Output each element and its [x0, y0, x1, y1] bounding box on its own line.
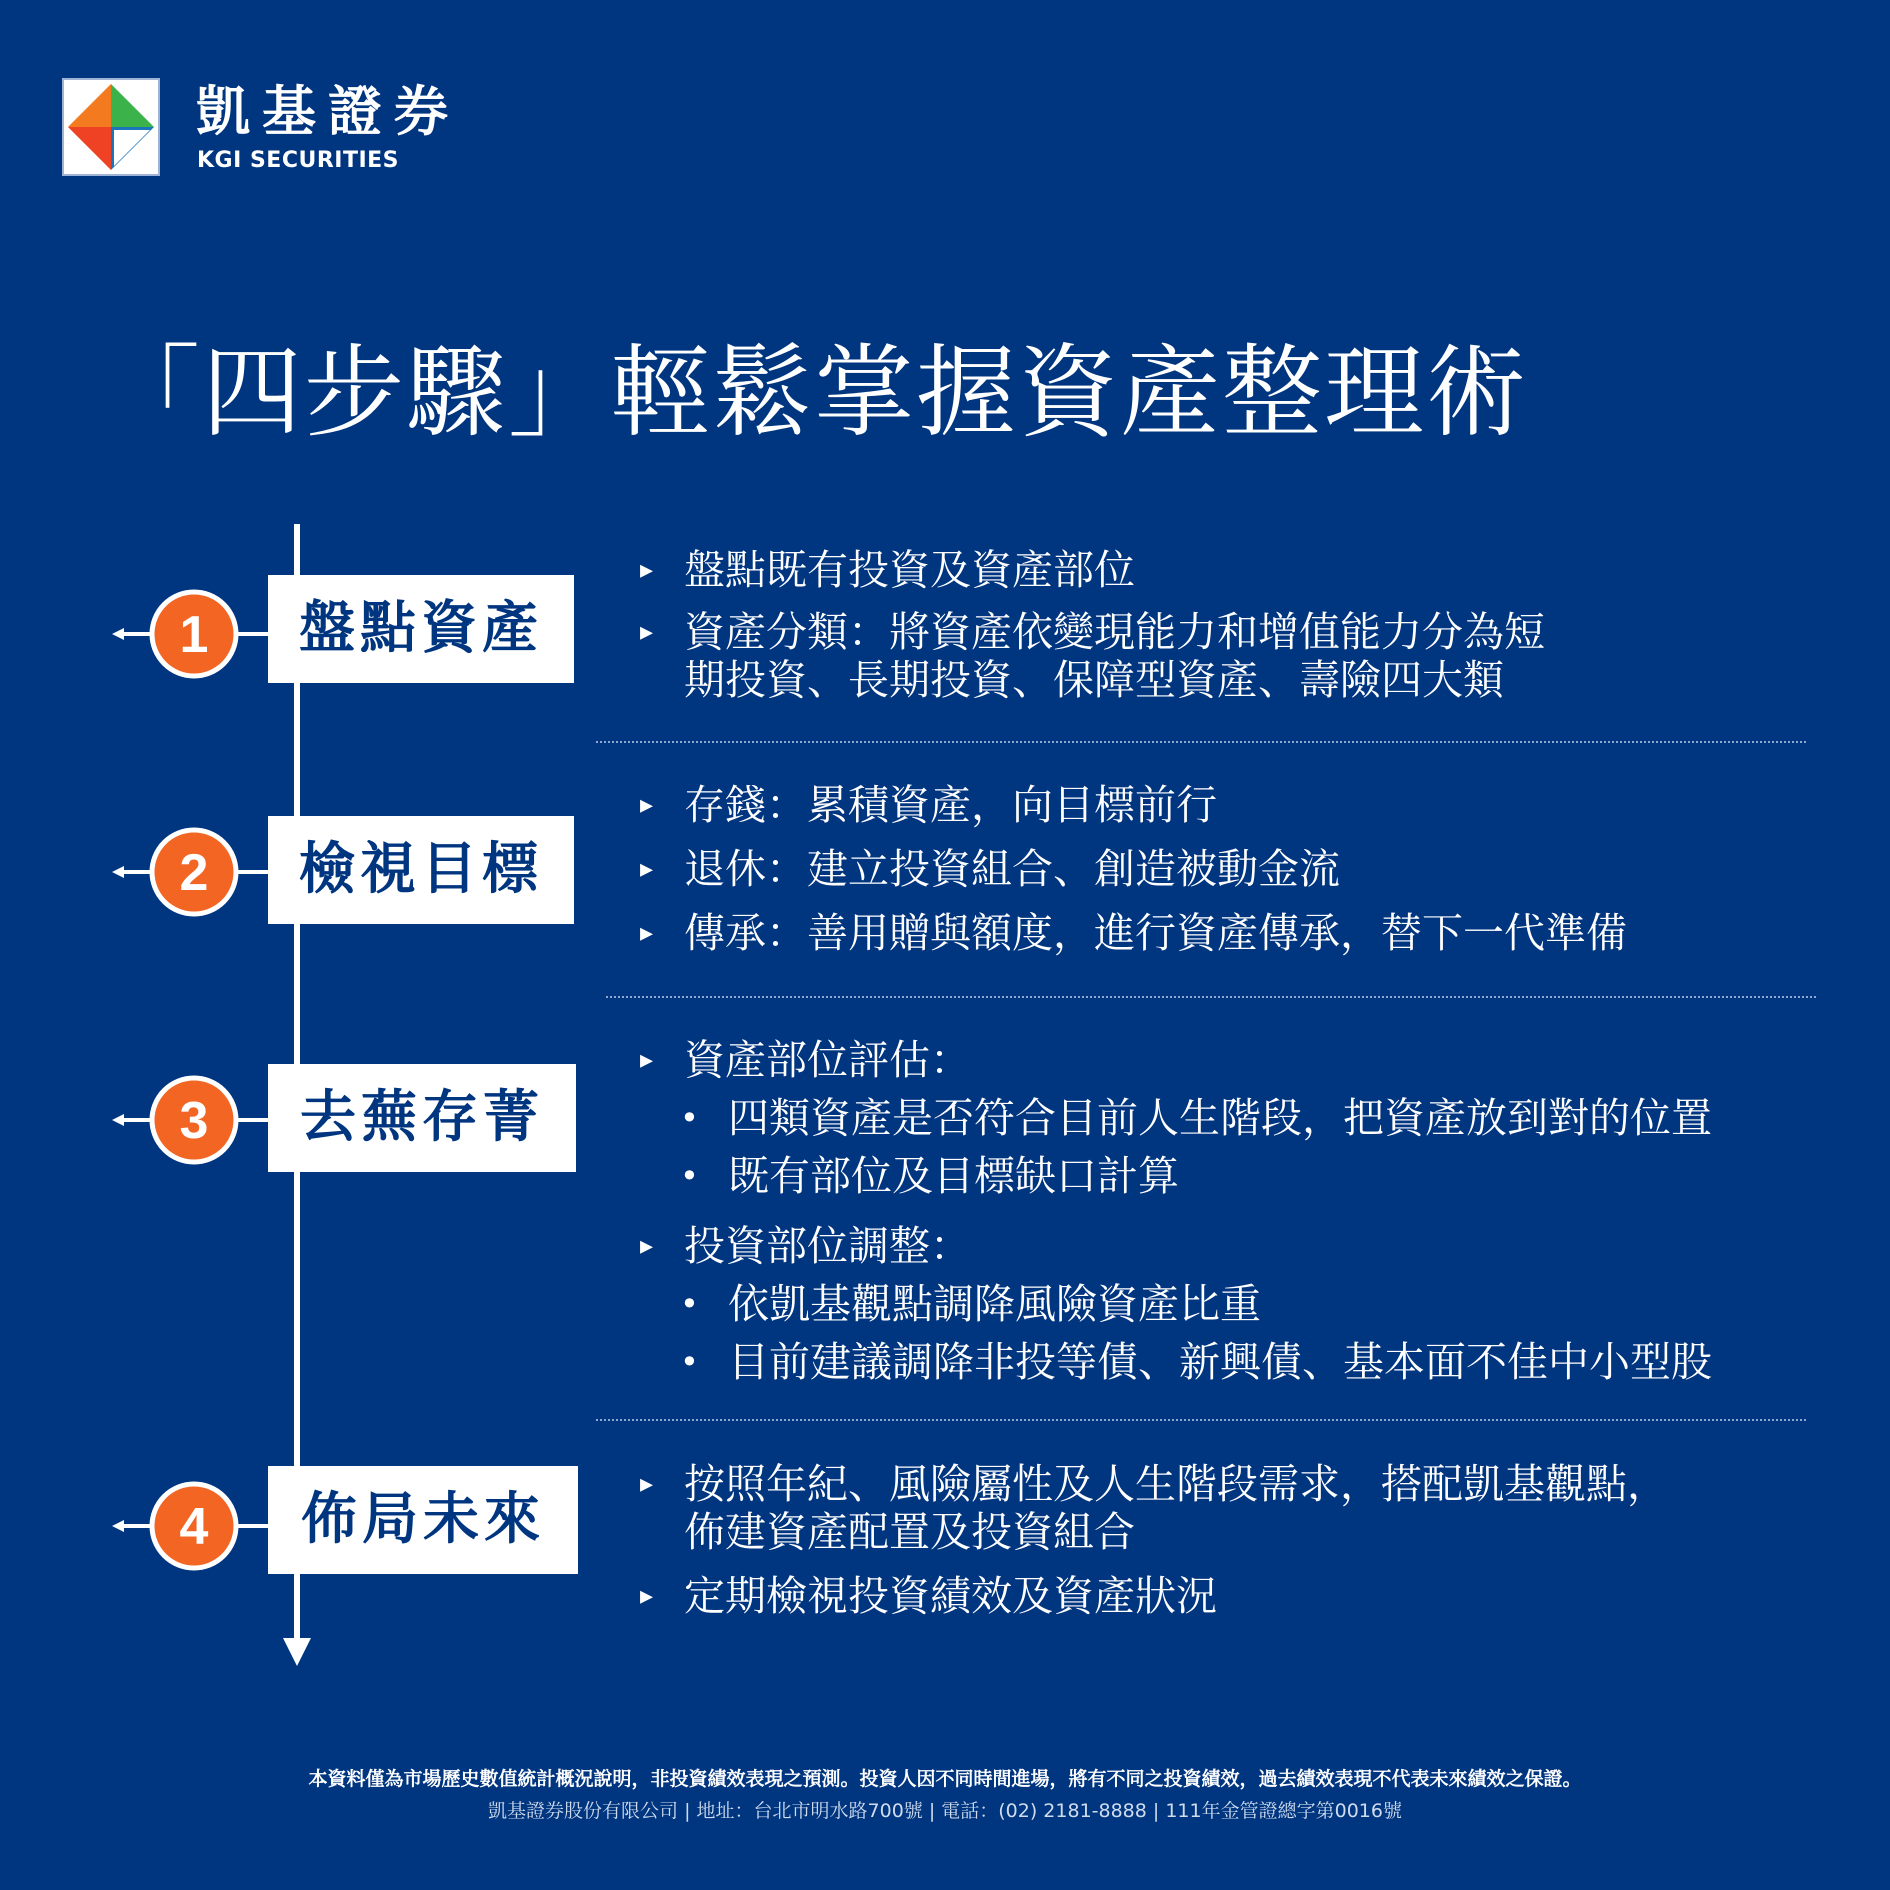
step-1-label: 盤點資產 [268, 575, 574, 683]
step-4-label: 佈局未來 [268, 1466, 578, 1574]
divider-3 [596, 1419, 1806, 1421]
step-3-bullet-2 [640, 1222, 1820, 1270]
step-1-bullet-1 [640, 546, 1820, 594]
step-3-sub-3: • 依凱基觀點調降風險資產比重 [640, 1280, 1820, 1328]
bullet-line: ▸ 定期檢視投資績效及資產狀況 [684, 1572, 1217, 1620]
step-2-bullet-2 [640, 845, 1820, 893]
step-3-sub-4: • 目前建議調降非投等債、新興債、基本面不佳中小型股 [640, 1338, 1820, 1386]
step-3-number: 3 [179, 1092, 209, 1150]
bullet-line: 佈建資產配置及投資組合 [684, 1508, 1135, 1556]
divider-2 [606, 996, 1816, 998]
brand-name-en: KGI SECURITIES [197, 148, 400, 173]
step-2-number: 2 [179, 844, 209, 902]
bullet-line: ▸ 投資部位調整： [684, 1222, 971, 1270]
timeline-arrow-head-icon [283, 1638, 311, 1666]
step-3-content [640, 1036, 1820, 1386]
bullet-line: ▸ 資產分類：將資產依變現能力和增值能力分為短 [684, 608, 1545, 656]
footer-disclaimer: 本資料僅為市場歷史數值統計概況說明，非投資績效表現之預測。投資人因不同時間進場，將有不同之投資績效，過去績效表現不代表未來績效之保證。 [308, 1768, 1582, 1790]
step-3-label: 去蕪存菁 [268, 1064, 576, 1172]
step-2-content [640, 781, 1820, 957]
bullet-line: ▸ 存錢：累積資產，向目標前行 [684, 781, 1217, 829]
bullet-line: ▸ 資產部位評估： [684, 1036, 971, 1084]
step-3-sub-2: • 既有部位及目標缺口計算 [640, 1152, 1820, 1200]
bullet-line: ▸ 盤點既有投資及資產部位 [684, 546, 1135, 594]
step-4-bullet-2 [640, 1572, 1820, 1620]
step-2-bullet-3 [640, 909, 1820, 957]
divider-1 [596, 741, 1806, 743]
bullet-line: ▸ 退休：建立投資組合、創造被動金流 [684, 845, 1340, 893]
step-1-number: 1 [179, 606, 209, 664]
step-3-sub-1: • 四類資產是否符合目前人生階段，把資產放到對的位置 [640, 1094, 1820, 1142]
footer-company-info: 凱基證券股份有限公司 | 地址：台北市明水路700號 | 電話：(02) 2181-8888 | 111年金管證總字第0016號 [488, 1800, 1402, 1822]
step-3-bullet-1 [640, 1036, 1820, 1084]
page-title: 「四步驟」輕鬆掌握資產整理術 [100, 334, 1528, 451]
step-2-label: 檢視目標 [268, 816, 574, 924]
bullet-line: ▸ 傳承：善用贈與額度，進行資產傳承，替下一代準備 [684, 909, 1627, 957]
brand-name-zh: 凱基證券 [196, 80, 460, 143]
step-4-content [640, 1460, 1820, 1620]
step-2-bullet-1 [640, 781, 1820, 829]
step-1-bullet-2 [640, 608, 1820, 704]
bullet-line: ▸ 按照年紀、風險屬性及人生階段需求，搭配凱基觀點， [684, 1460, 1668, 1508]
step-1-content [640, 546, 1820, 704]
bullet-line: 期投資、長期投資、保障型資產、壽險四大類 [684, 656, 1504, 704]
step-4-bullet-1 [640, 1460, 1820, 1556]
step-4-number: 4 [179, 1498, 209, 1556]
